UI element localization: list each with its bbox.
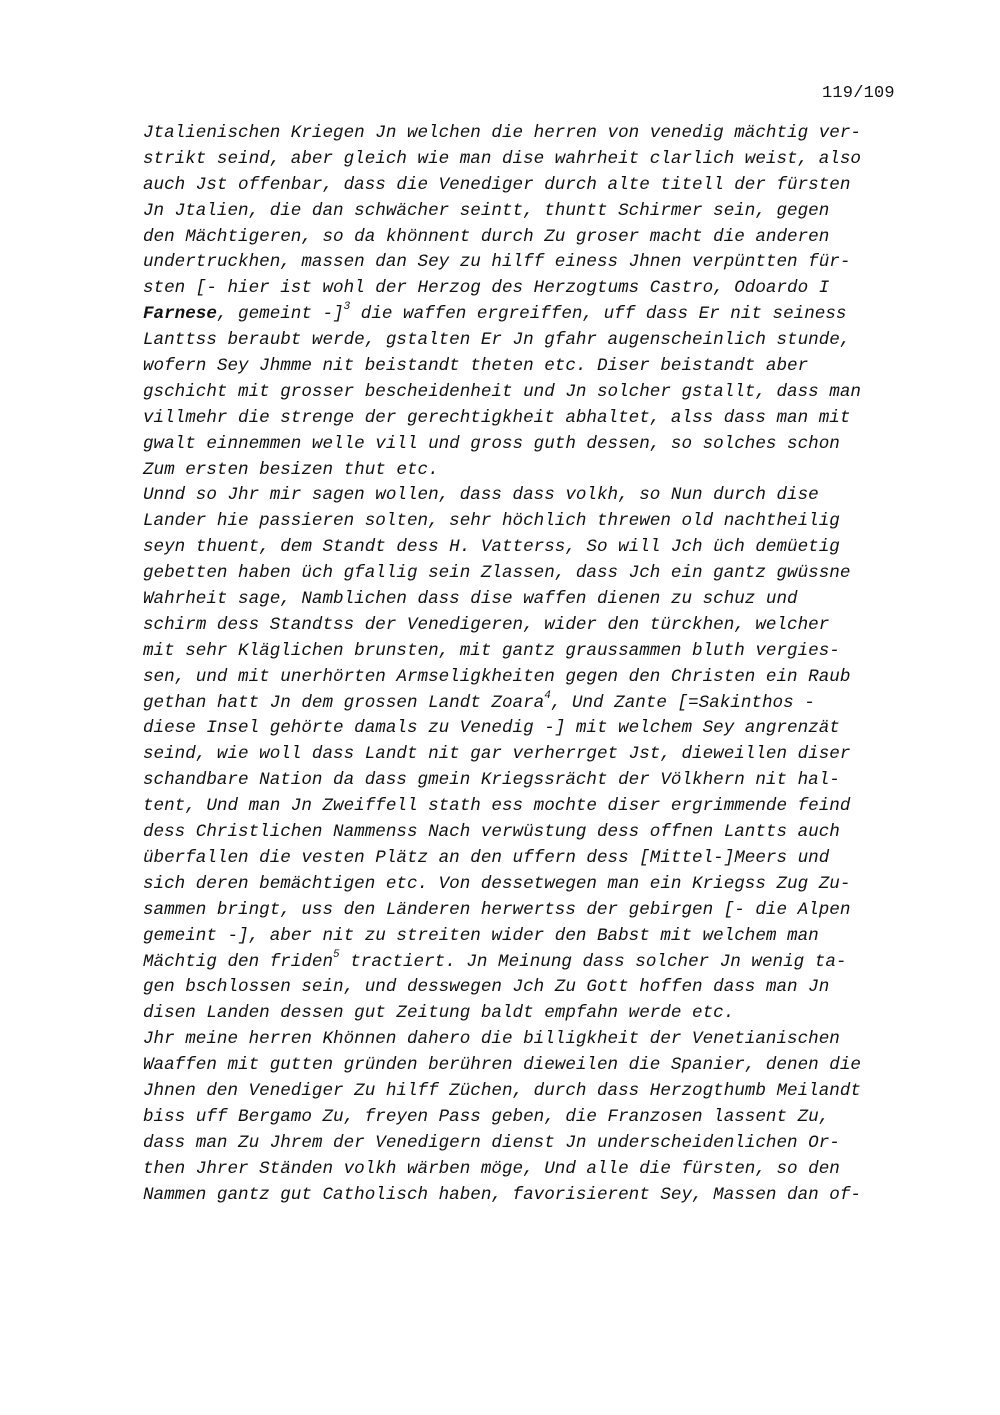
text-segment: Mächtig den friden (143, 951, 334, 972)
text-line: gwalt einnemmen welle vill und gross guth dessen, so solches schon (143, 433, 840, 454)
text-line: Jhnen den Venediger Zu hilff Züchen, durch dass Herzogthumb Meilandt (143, 1080, 861, 1101)
text-line: Jtalienischen Kriegen Jn welchen die herren von venedig mächtig ver- (143, 123, 861, 143)
text-line: den Mächtigeren, so da khönnent durch Zu groser macht die anderen (143, 226, 830, 247)
text-line (143, 950, 913, 976)
text-line: Zum ersten besizen thut etc. (143, 459, 439, 480)
text-line: gebetten haben üch gfallig sein Zlassen, dass Jch ein gantz gwüssne (143, 563, 851, 584)
text-line: seyn thuent, dem Standt dess H. Vatterss, So will Jch üch demüetig (143, 537, 840, 558)
text-line: Wahrheit sage, Namblichen dass dise waffen dienen zu schuz und (143, 589, 798, 610)
text-line: Jn Jtalien, die dan schwächer seintt, thuntt Schirmer sein, gegen (143, 200, 830, 221)
text-line: Unnd so Jhr mir sagen wollen, dass dass volkh, so Nun durch dise (143, 485, 819, 506)
text-line: schirm dess Standtss der Venedigeren, wider den türckhen, welcher (143, 614, 830, 635)
text-line: sammen bringt, uss den Länderen herwertss der gebirgen [- die Alpen (143, 899, 851, 920)
text-segment: tractiert. Jn Meinung dass solcher Jn wenig ta- (339, 951, 847, 972)
text-line: wofern Sey Jhmme nit beistandt theten etc. Diser beistandt aber (143, 356, 809, 377)
text-line: dass man Zu Jhrem der Venedigern dienst Jn underscheidenlichen Or- (143, 1132, 840, 1153)
bold-name: Farnese (143, 304, 217, 325)
text-line: auch Jst offenbar, dass die Venediger durch alte titell der fürsten (143, 174, 851, 195)
text-line: Waaffen mit gutten gründen berühren dieweilen die Spanier, denen die (143, 1055, 861, 1076)
footnote-marker: 5 (333, 948, 340, 961)
text-segment: , gemeint -] (216, 304, 344, 325)
text-line: disen Landen dessen gut Zeitung baldt empfahn werde etc. (143, 1003, 735, 1024)
text-segment: gethan hatt Jn dem grossen Landt Zoara (143, 692, 545, 713)
text-line: Lanttss beraubt werde, gstalten Er Jn gfahr augenscheinlich stunde, (143, 330, 851, 351)
text-line: gschicht mit grosser bescheidenheit und Jn solcher gstallt, dass man (143, 381, 861, 402)
text-line (143, 691, 913, 717)
text-line: then Jhrer Ständen volkh wärben möge, Und alle die fürsten, so den (143, 1158, 840, 1179)
text-line: seind, wie woll dass Landt nit gar verherrget Jst, dieweillen diser (143, 744, 851, 765)
footnote-marker: 4 (544, 689, 551, 702)
text-line: Lander hie passieren solten, sehr höchlich threwen old nachtheilig (143, 511, 840, 532)
text-line: strikt seind, aber gleich wie man dise wahrheit clarlich weist, also (143, 148, 861, 169)
text-line: Nammen gantz gut Catholisch haben, favorisierent Sey, Massen dan of- (143, 1184, 861, 1205)
text-line: biss uff Bergamo Zu, freyen Pass geben, die Franzosen lassent Zu, (143, 1106, 830, 1127)
text-line (143, 302, 913, 328)
document-body (143, 121, 913, 1208)
text-line: Jhr meine herren Khönnen dahero die billigkheit der Venetianischen (143, 1029, 840, 1050)
text-line: undertruckhen, massen dan Sey zu hilff einess Jhnen verpüntten für- (143, 252, 851, 273)
text-segment: die waffen ergreiffen, uff dass Er nit seiness (350, 304, 847, 325)
footnote-marker: 3 (343, 301, 351, 314)
text-line: sich deren bemächtigen etc. Von dessetwegen man ein Kriegss Zug Zu- (143, 873, 851, 894)
text-line: tent, Und man Jn Zweiffell stath ess mochte diser ergrimmende feind (143, 796, 851, 817)
page-number: 119/109 (822, 84, 895, 103)
text-segment: , Und Zante [=Sakinthos - (550, 692, 815, 713)
text-line: gen bschlossen sein, und desswegen Jch Zu Gott hoffen dass man Jn (143, 977, 830, 998)
text-line: villmehr die strenge der gerechtigkheit abhaltet, alss dass man mit (143, 407, 851, 428)
text-line: sen, und mit unerhörten Armseligkheiten gegen den Christen ein Raub (143, 666, 851, 687)
text-line: dess Christlichen Nammenss Nach verwüstung dess offnen Lantts auch (143, 822, 840, 843)
text-line: sten [- hier ist wohl der Herzog des Herzogtums Castro, Odoardo I (143, 278, 830, 299)
text-line: mit sehr Kläglichen brunsten, mit gantz graussammen bluth vergies- (143, 640, 840, 661)
text-line: schandbare Nation da dass gmein Kriegssrächt der Völkhern nit hal- (143, 770, 840, 791)
text-line: diese Insel gehörte damals zu Venedig -] mit welchem Sey angrenzät (143, 718, 840, 739)
text-line: gemeint -], aber nit zu streiten wider den Babst mit welchem man (143, 925, 819, 946)
text-line: überfallen die vesten Plätz an den uffern dess [Mittel-]Meers und (143, 847, 830, 868)
